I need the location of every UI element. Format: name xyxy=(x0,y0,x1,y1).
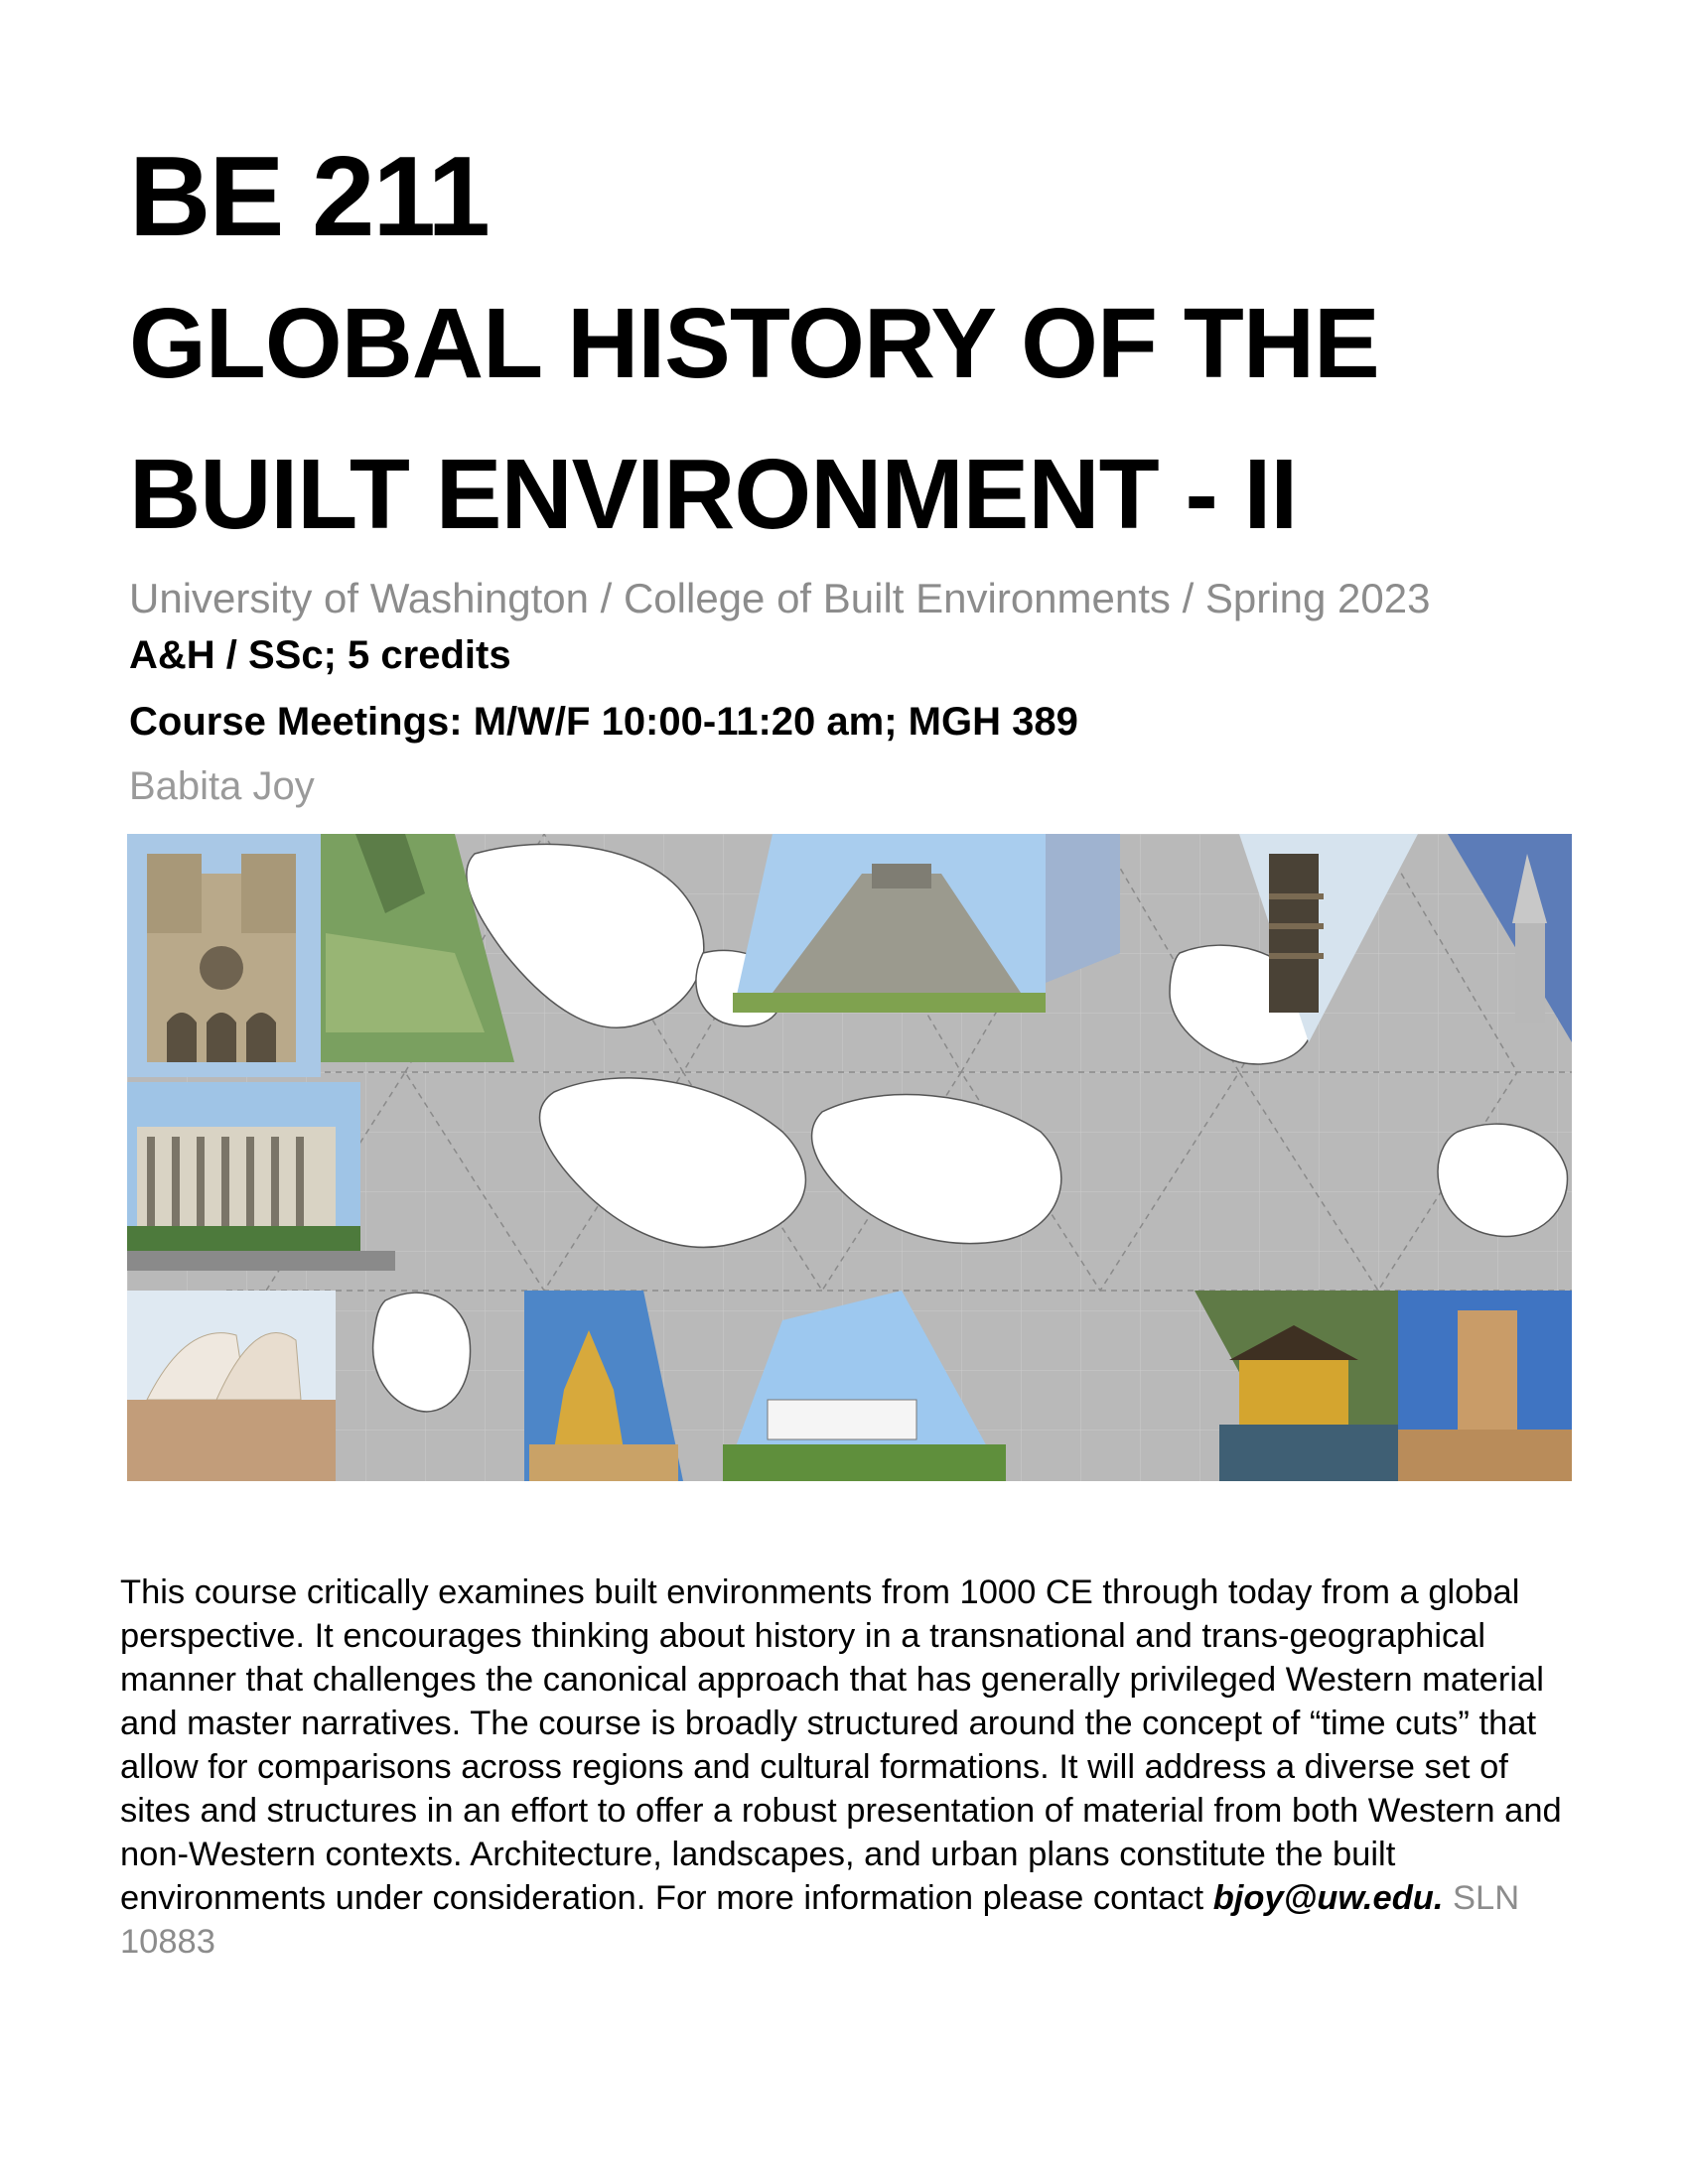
course-title-line-1: GLOBAL HISTORY OF THE xyxy=(129,288,1379,399)
classical-building-photo xyxy=(127,1082,395,1271)
course-title-line-2: BUILT ENVIRONMENT - II xyxy=(129,439,1298,550)
course-title xyxy=(129,288,1569,550)
dymaxion-map-collage xyxy=(127,834,1572,1481)
instructor-name: Babita Joy xyxy=(129,764,315,809)
course-description xyxy=(120,1570,1580,1964)
hero-collage xyxy=(127,834,1572,1481)
course-code: BE 211 xyxy=(129,134,489,260)
el-castillo-pyramid-photo xyxy=(733,834,1046,1013)
meetings-line: Course Meetings: M/W/F 10:00-11:20 am; MGH 389 xyxy=(129,700,1078,745)
notre-dame-photo xyxy=(127,834,321,1077)
description-text: This course critically examines built environments from 1000 CE through today from a global perspective. It encourages thinking about history in a transnational and trans-geographical manner that challenges the canonical approach that has generally privileged Western material and master narratives. The course is broadly structured around the concept of “time cuts” that allow for comparisons across regions and cultural formations. It will address a diverse set of sites and structures in an effort to offer a robust presentation of material from both Western and non-Western contexts. Architecture, landscapes, and urban plans constitute the built environments under consideration. For more information please contact xyxy=(120,1573,1562,1917)
header xyxy=(129,129,1569,809)
contact-email[interactable]: bjoy@uw.edu. xyxy=(1212,1879,1444,1917)
institution-subtitle: University of Washington / College of Built Environments / Spring 2023 xyxy=(129,575,1431,621)
credits-line: A&H / SSc; 5 credits xyxy=(129,633,511,678)
sln-number: SLN 10883 xyxy=(120,1879,1520,1961)
sydney-opera-house-photo xyxy=(127,1291,336,1481)
kairouan-minaret-photo xyxy=(1398,1291,1572,1481)
